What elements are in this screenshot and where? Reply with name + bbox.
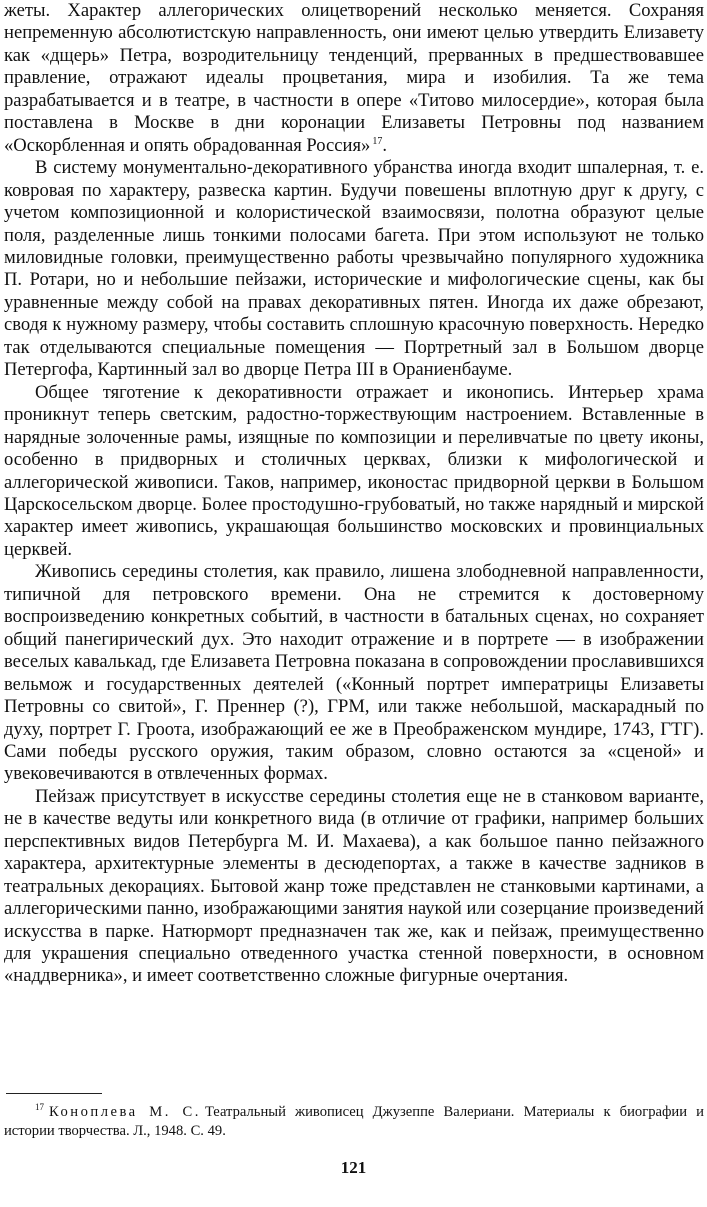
footnote-paragraph — [4, 1103, 704, 1141]
main-text — [4, 0, 704, 988]
footnote-divider — [6, 1093, 102, 1094]
paragraph-1-end: . — [382, 134, 388, 156]
paragraph-2: В систему монументально-декоративного убранства иногда входит шпалерная, т. е. ковровая по характеру, развеска картин. Будучи повешены вплотную друг к другу, с учетом композиционной и колористической взаимосвязи, полотна образуют целые поля, разделенные лишь тонкими полосами багета. При этом используют не только миловидные головки, преимущественно работы чрезвычайно популярного художника П. Ротари, но и небольшие пейзажи, исторические и мифологические сцены, как бы уравненные между собой на правах декоративных пятен. Иногда их даже обрезают, сводя к нужному размеру, чтобы составить сплошную красочную поверхность. Нередко так отделываются специальные помещения — Портретный зал в Большом дворце Петергофа, Картинный зал во дворце Петра III в Ораниенбауме. — [4, 157, 704, 381]
paragraph-3: Общее тяготение к декоративности отражает и иконопись. Интерьер храма проникнут теперь светским, радостно-торжествующим настроением. Вставленные в нарядные золоченные рамы, изящные по композиции и переливчатые по цвету иконы, особенно в придворных и столичных церквах, близки к мифологической и аллегорической живописи. Таков, например, иконостас придворной церкви в Большом Царскосельском дворце. Более простодушно-грубоватый, но также нарядный и мирской характер имеет живопись, украшающая большинство московских и провинциальных церквей. — [4, 381, 704, 560]
footnote-text: Театральный живописец Джузеппе Валериани. Материалы к биографии и истории творчества. Л., 1948. С. 49. — [4, 1104, 704, 1139]
footnote-number: 17 — [35, 1102, 44, 1113]
paragraph-1 — [4, 0, 704, 157]
footnote-reference[interactable]: 17 — [372, 135, 383, 147]
paragraph-1-text: жеты. Характер аллегорических олицетворений несколько меняется. Сохраняя непременную абсолютистскую направленность, они имеют целью утвердить Елизавету как «дщерь» Петра, возродительницу тенденций, прерванных в предшествовавшее правление, отражают идеалы процветания, мира и изобилия. Та же тема разрабатывается и в театре, в частности в опере «Титово милосердие», которая была поставлена в Москве в дни коронации Елизаветы Петровны под названием «Оскорбленная и опять обрадованная Россия» — [4, 0, 704, 156]
paragraph-5: Пейзаж присутствует в искусстве середины столетия еще не в станковом варианте, не в качестве ведуты или конкретного вида (в отличие от графики, например больших перспективных видов Петербурга М. И. Махаева), а как большое панно пейзажного характера, архитектурные элементы в десюдепортах, а также в качестве задников в театральных декорациях. Бытовой жанр тоже представлен не станковыми картинами, а аллегорическими панно, изображающими занятия наукой или созерцание произведений искусства в парке. Натюрморт предназначен так же, как и пейзаж, преимущественно для украшения специально отведенного участка стенной поверхности, в основном «наддверника», и имеет соответственно сложные фигурные очертания. — [4, 785, 704, 987]
page-number: 121 — [340, 1158, 367, 1177]
footnote — [4, 1103, 704, 1141]
footnote-author: Коноплева М. С. — [49, 1104, 201, 1120]
paragraph-4: Живопись середины столетия, как правило, лишена злободневной направленности, типичной для петровского времени. Она не стремится к достоверному воспроизведению конкретных событий, в частности в батальных сценах, но сохраняет общий панегирический дух. Это находит отражение и в портрете — в изображении веселых кавалькад, где Елизавета Петровна показана в сопровождении прославившихся вельмож и государственных деятелей («Конный портрет императрицы Елизаветы Петровны со свитой», Г. Преннер (?), ГРМ, или также небольшой, маскарадный по духу, портрет Г. Гроота, изображающий ее же в Преображенском мундире, 1743, ГТГ). Сами победы русского оружия, таким образом, словно остаются за «сценой» и увековечиваются в отвлеченных формах. — [4, 561, 704, 785]
